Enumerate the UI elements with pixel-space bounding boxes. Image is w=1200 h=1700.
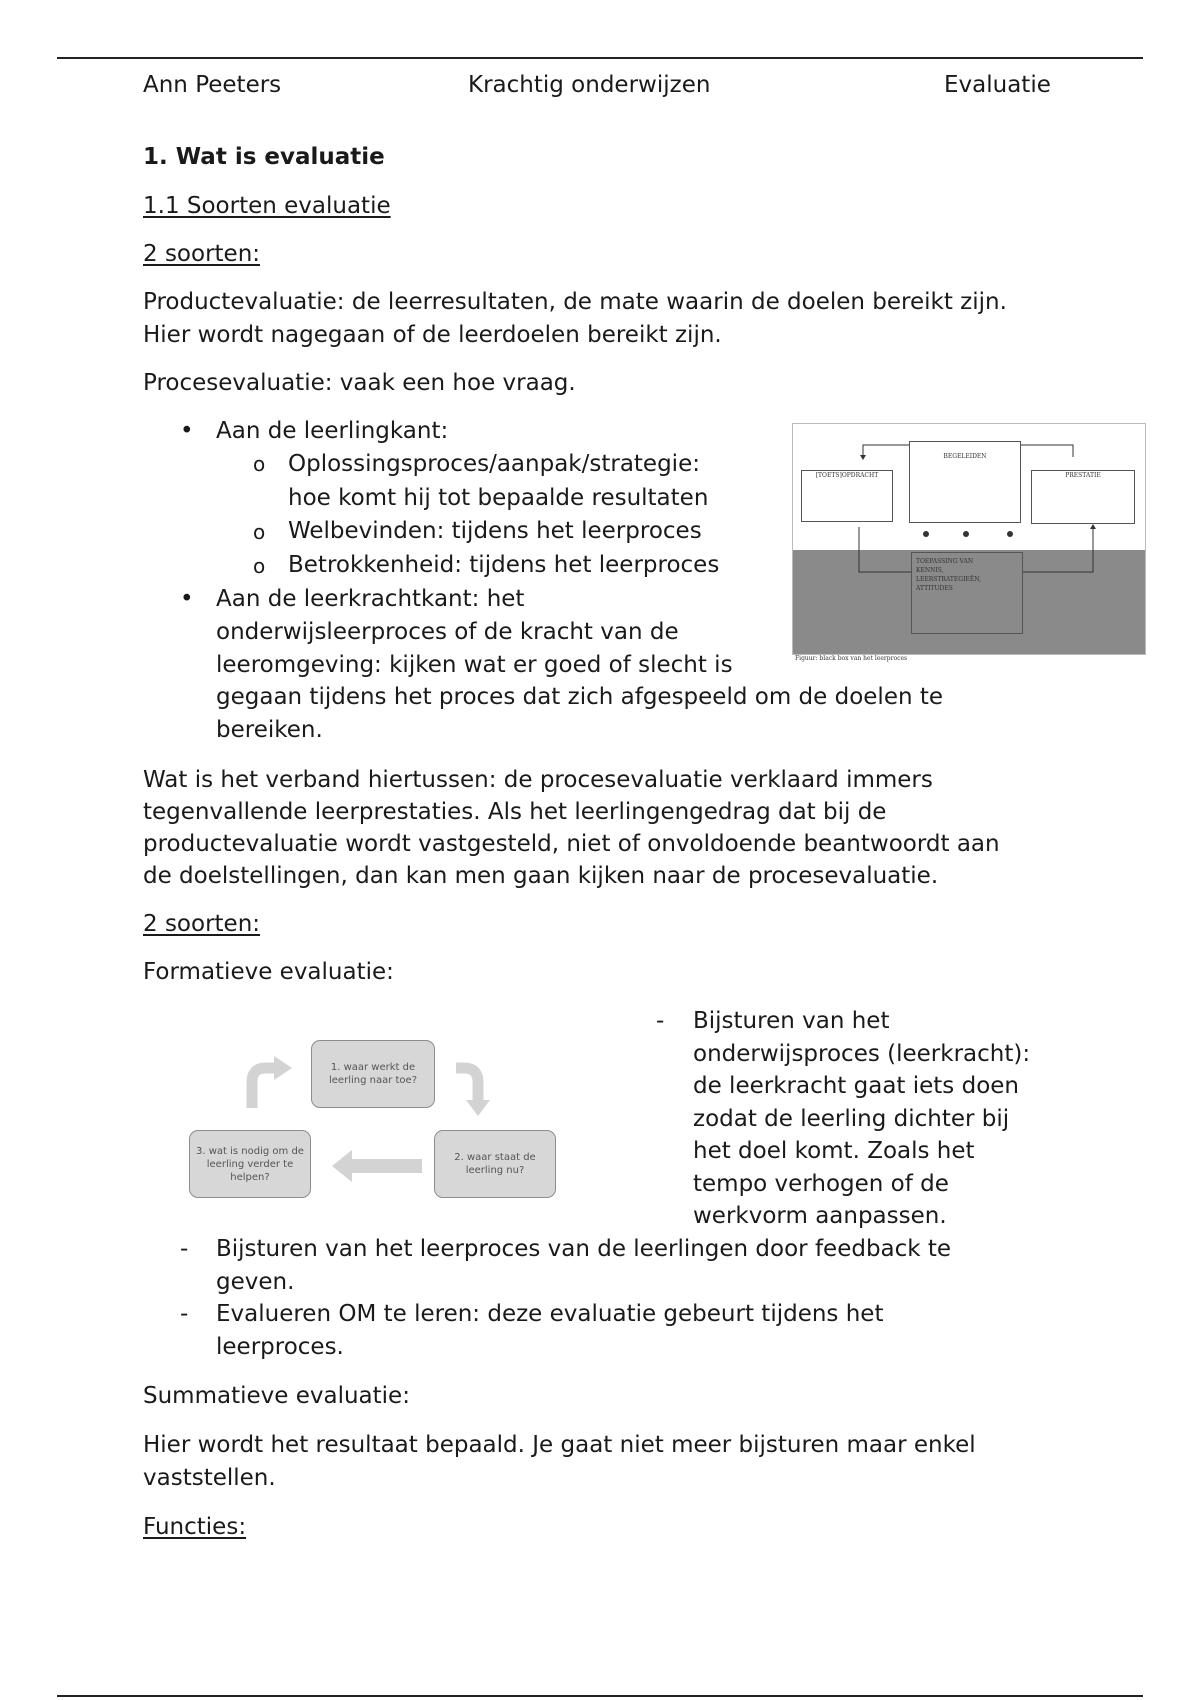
bullet-circle: o: [253, 452, 266, 476]
figure-box-task: [TOETS]OPDRACHT: [801, 470, 893, 522]
product-evaluation-text-2: Hier wordt nagegaan of de leerdoelen bereikt zijn.: [143, 322, 722, 348]
subsection-title: 1.1 Soorten evaluatie: [143, 193, 391, 219]
student-subitem-1-cont: hoe komt hij tot bepaalde resultaten: [288, 485, 709, 511]
formative-bullet-1-line-4: zodat de leerling dichter bij: [693, 1106, 1010, 1132]
formative-bullet-3-line-2: leerproces.: [216, 1334, 344, 1360]
process-evaluation-text: Procesevaluatie: vaak een hoe vraag.: [143, 370, 576, 396]
summative-text-line-2: vaststellen.: [143, 1465, 276, 1491]
types-heading-1: 2 soorten:: [143, 241, 261, 267]
figure-caption: Figuur: black box van het leerproces: [795, 655, 908, 662]
cycle-step-1: 1. waar werkt de leerling naar toe?: [311, 1040, 435, 1108]
student-side-item: Aan de leerlingkant:: [216, 418, 449, 444]
formative-bullet-2-line-2: geven.: [216, 1269, 295, 1295]
summative-label: Summatieve evaluatie:: [143, 1383, 410, 1409]
functions-heading: Functies:: [143, 1514, 247, 1540]
formative-bullet-1-line-5: het doel komt. Zoals het: [693, 1138, 975, 1164]
relation-paragraph-line-2: tegenvallende leerprestaties. Als het leerlingengedrag dat bij de: [143, 799, 887, 825]
formative-bullet-1: Bijsturen van het: [693, 1008, 890, 1034]
bullet-dot: •: [180, 418, 194, 444]
teacher-side-item: Aan de leerkrachtkant: het: [216, 586, 525, 612]
figure-box-application-line-3: LEERSTRATEGIEËN,: [916, 576, 981, 583]
bullet-circle: o: [253, 554, 266, 578]
figure-box-application-line-4: ATTITUDES: [916, 585, 953, 592]
bullet-dash: -: [180, 1301, 189, 1327]
bottom-rule: [57, 1695, 1143, 1697]
top-rule: [57, 57, 1143, 59]
student-subitem-1: Oplossingsproces/aanpak/strategie:: [288, 451, 700, 477]
teacher-side-line-2: onderwijsleerproces of de kracht van de: [216, 619, 679, 645]
cycle-step-3: 3. wat is nodig om de leerling verder te helpen?: [189, 1130, 311, 1198]
formative-bullet-1-line-3: de leerkracht gaat iets doen: [693, 1073, 1019, 1099]
teacher-side-line-5: bereiken.: [216, 717, 323, 743]
student-subitem-2: Welbevinden: tijdens het leerproces: [288, 518, 702, 544]
formative-label: Formatieve evaluatie:: [143, 959, 394, 985]
figure-box-application-line-2: KENNIS,: [916, 567, 944, 574]
bullet-dash: -: [656, 1008, 665, 1034]
student-subitem-3: Betrokkenheid: tijdens het leerproces: [288, 552, 720, 578]
bullet-dash: -: [180, 1236, 189, 1262]
relation-paragraph-line-4: de doelstellingen, dan kan men gaan kijken naar de procesevaluatie.: [143, 863, 939, 889]
figure-box-application: [911, 552, 1023, 634]
product-evaluation-text: Productevaluatie: de leerresultaten, de mate waarin de doelen bereikt zijn.: [143, 289, 1007, 315]
figure-box-guidance: BEGELEIDEN: [909, 441, 1021, 523]
formative-bullet-1-line-7: werkvorm aanpassen.: [693, 1203, 947, 1229]
cycle-step-2: 2. waar staat de leerling nu?: [434, 1130, 556, 1198]
formative-bullet-3: Evalueren OM te leren: deze evaluatie gebeurt tijdens het: [216, 1301, 884, 1327]
cycle-figure: [180, 1020, 600, 1210]
figure-box-performance: PRESTATIE: [1031, 470, 1135, 524]
header-course: Krachtig onderwijzen: [468, 72, 711, 98]
header-author: Ann Peeters: [143, 72, 282, 98]
teacher-side-line-4: gegaan tijdens het proces dat zich afgespeeld om de doelen te: [216, 684, 944, 710]
relation-paragraph-line-1: Wat is het verband hiertussen: de procesevaluatie verklaard immers: [143, 767, 933, 793]
figure-box-application-line-1: TOEPASSING VAN: [916, 558, 974, 565]
section-title: 1. Wat is evaluatie: [143, 144, 385, 170]
types-heading-2: 2 soorten:: [143, 911, 261, 937]
formative-bullet-1-line-6: tempo verhogen of de: [693, 1171, 949, 1197]
black-box-figure: [792, 423, 1146, 655]
bullet-dot: •: [180, 586, 194, 612]
formative-bullet-2: Bijsturen van het leerproces van de leerlingen door feedback te: [216, 1236, 952, 1262]
relation-paragraph-line-3: productevaluatie wordt vastgesteld, niet of onvoldoende beantwoordt aan: [143, 831, 1000, 857]
header-topic: Evaluatie: [944, 72, 1051, 98]
bullet-circle: o: [253, 520, 266, 544]
formative-bullet-1-line-2: onderwijsproces (leerkracht):: [693, 1041, 1031, 1067]
teacher-side-line-3: leeromgeving: kijken wat er goed of slecht is: [216, 652, 733, 678]
summative-text-line-1: Hier wordt het resultaat bepaald. Je gaat niet meer bijsturen maar enkel: [143, 1432, 976, 1458]
